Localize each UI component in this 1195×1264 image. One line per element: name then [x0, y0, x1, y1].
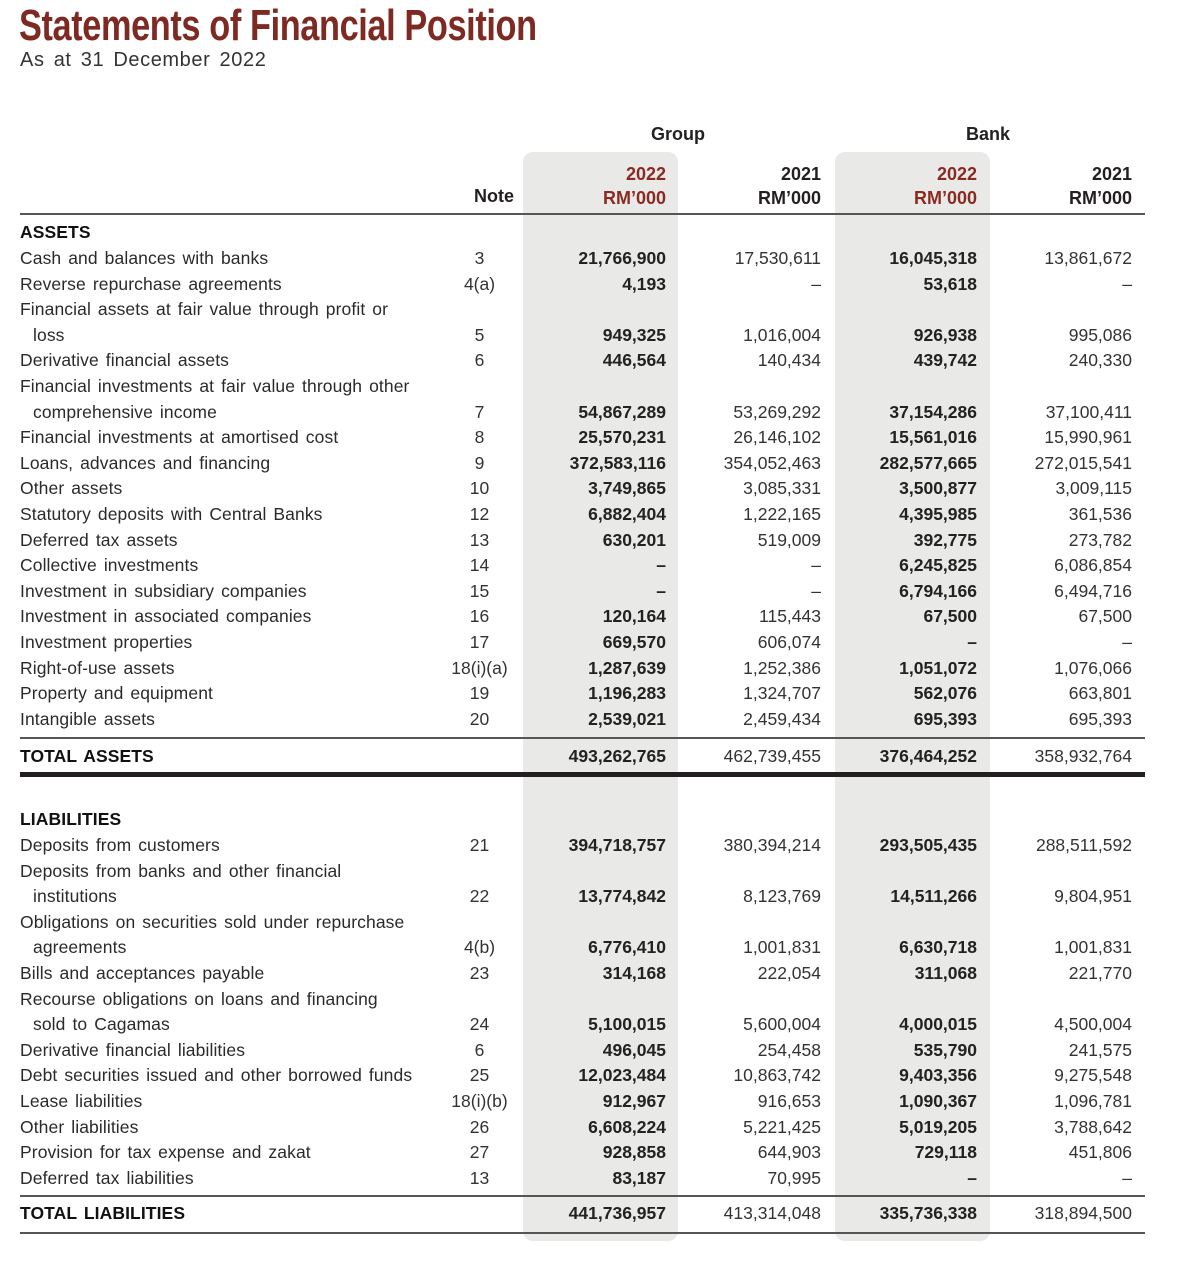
- table-row: [0, 1065, 1195, 1091]
- value-b21: 361,536: [1068, 504, 1132, 524]
- value-b22: 15,561,016: [889, 427, 977, 448]
- table-row: [0, 632, 1195, 658]
- value-b21: 3,788,642: [1054, 1116, 1132, 1137]
- line-item-label: Collective investments: [20, 555, 199, 576]
- value-b22: 535,790: [913, 1039, 977, 1060]
- table-row: [0, 937, 1195, 963]
- table-row: [0, 606, 1195, 632]
- table-row: [0, 1117, 1195, 1143]
- value-g21: 413,314,048: [723, 1203, 821, 1223]
- value-g22: 3,749,865: [588, 478, 666, 499]
- value-b22: 6,794,166: [899, 580, 977, 601]
- value-g21: 1,324,707: [743, 683, 821, 704]
- value-g21: 8,123,769: [743, 886, 821, 907]
- note-ref: 23: [469, 963, 490, 983]
- value-b22: 562,076: [913, 683, 977, 704]
- note-ref: 7: [474, 401, 485, 422]
- line-item-label: Investment in subsidiary companies: [20, 580, 307, 601]
- value-g21: 5,221,425: [743, 1116, 821, 1137]
- value-g22: –: [656, 555, 666, 576]
- table-row: [0, 963, 1195, 989]
- value-b21: 288,511,592: [1035, 835, 1132, 855]
- table-row: [0, 402, 1195, 428]
- line-item-label: Deferred tax liabilities: [20, 1167, 194, 1188]
- value-g21: –: [811, 555, 821, 576]
- line-item-label: Investment properties: [20, 632, 193, 652]
- note-ref: 21: [469, 835, 490, 855]
- value-b22: 335,736,338: [879, 1203, 977, 1223]
- value-g22: 372,583,116: [569, 452, 666, 473]
- note-ref: 13: [469, 529, 490, 550]
- total-label: TOTAL ASSETS: [20, 746, 154, 766]
- value-b22: 6,630,718: [899, 937, 977, 958]
- value-b22: 16,045,318: [889, 248, 977, 268]
- liabilities-heading: [0, 809, 1195, 835]
- line-item-label: Provision for tax expense and zakat: [20, 1142, 311, 1163]
- table-row: [0, 530, 1195, 556]
- value-b21: 995,086: [1068, 324, 1132, 345]
- value-g21: 115,443: [759, 606, 821, 627]
- table-row: [0, 504, 1195, 530]
- note-ref: 12: [469, 504, 490, 524]
- note-ref: 20: [469, 708, 490, 729]
- value-g21: 222,054: [757, 963, 821, 983]
- note-column-header: Note: [474, 186, 514, 206]
- value-g22: 12,023,484: [578, 1065, 666, 1086]
- value-b21: 695,393: [1068, 708, 1132, 729]
- table-row: [0, 1040, 1195, 1066]
- value-b21: 9,804,951: [1054, 886, 1132, 907]
- line-item-label: Recourse obligations on loans and financing: [20, 988, 378, 1009]
- value-b22: 5,019,205: [899, 1116, 977, 1137]
- note-ref: 4(b): [463, 937, 496, 958]
- assets-heading: [0, 222, 1195, 248]
- note-ref: 24: [469, 1014, 490, 1035]
- line-item-label: Reverse repurchase agreements: [20, 273, 282, 294]
- value-b21: 1,076,066: [1054, 657, 1132, 678]
- note-ref: 14: [469, 555, 490, 576]
- value-b22: 4,000,015: [899, 1014, 977, 1035]
- value-g21: 70,995: [767, 1167, 821, 1188]
- value-b21: 1,096,781: [1054, 1091, 1132, 1111]
- value-g22: 314,168: [602, 963, 666, 983]
- value-g22: 83,187: [612, 1167, 666, 1188]
- value-g22: 1,287,639: [588, 657, 666, 678]
- table-row: [0, 886, 1195, 912]
- value-b22: 926,938: [913, 324, 977, 345]
- value-g22: 928,858: [602, 1142, 666, 1163]
- total-label: TOTAL LIABILITIES: [20, 1203, 186, 1223]
- table-row-label-line: [0, 376, 1195, 402]
- note-ref: 17: [469, 632, 490, 652]
- value-g22: –: [656, 580, 666, 601]
- value-b22: 282,577,665: [879, 452, 977, 473]
- value-b22: 53,618: [923, 273, 977, 294]
- note-ref: 25: [469, 1065, 490, 1086]
- column-year: 2022: [625, 164, 666, 184]
- line-item-label: Investment in associated companies: [20, 606, 312, 627]
- value-b21: 358,932,764: [1034, 746, 1132, 766]
- value-g22: 630,201: [602, 529, 666, 550]
- line-item-label: Financial assets at fair value through profit or: [20, 299, 389, 320]
- page-subtitle: As at 31 December 2022: [20, 49, 267, 71]
- table-row: [0, 453, 1195, 479]
- value-g21: 644,903: [757, 1142, 821, 1163]
- value-b21: 221,770: [1068, 963, 1132, 983]
- column-year: 2022: [936, 164, 977, 184]
- value-b22: 311,068: [914, 963, 977, 983]
- value-b21: 37,100,411: [1045, 401, 1132, 422]
- column-header-bank-2022: [827, 162, 977, 210]
- line-item-label: Other liabilities: [20, 1116, 139, 1137]
- column-unit: RM’000: [1068, 188, 1132, 208]
- value-g22: 21,766,900: [578, 248, 666, 268]
- note-ref: 13: [469, 1167, 490, 1188]
- value-b22: –: [967, 632, 977, 652]
- value-g21: 380,394,214: [723, 835, 821, 855]
- note-ref: 8: [474, 427, 485, 448]
- value-g22: 441,736,957: [568, 1203, 666, 1223]
- value-g21: 2,459,434: [743, 708, 821, 729]
- value-b22: 1,051,072: [899, 657, 977, 678]
- value-b22: –: [967, 1167, 977, 1188]
- table-row: [0, 683, 1195, 709]
- table-row: [0, 555, 1195, 581]
- column-header-bank-2021: [982, 162, 1132, 210]
- note-ref: 5: [474, 324, 485, 345]
- note-ref: 6: [474, 1039, 485, 1060]
- value-g22: 6,608,224: [588, 1116, 666, 1137]
- line-item-label: Cash and balances with banks: [20, 248, 269, 268]
- value-g21: 916,653: [757, 1091, 821, 1111]
- line-item-label: Financial investments at amortised cost: [20, 427, 339, 448]
- value-b22: 14,511,266: [890, 886, 977, 907]
- line-item-label: Obligations on securities sold under repurchase: [20, 911, 405, 932]
- value-g21: 519,009: [757, 529, 821, 550]
- value-b21: 318,894,500: [1034, 1203, 1132, 1223]
- column-year: 2021: [1091, 164, 1132, 184]
- value-b22: 695,393: [913, 708, 977, 729]
- column-year: 2021: [780, 164, 821, 184]
- value-g22: 25,570,231: [578, 427, 666, 448]
- page-title: Statements of Financial Position: [19, 1, 537, 50]
- line-item-label: Deferred tax assets: [20, 529, 178, 550]
- table-row: [0, 581, 1195, 607]
- line-item-label: Deposits from customers: [20, 835, 220, 855]
- group-header: Group: [651, 124, 705, 144]
- line-item-label: Loans, advances and financing: [20, 452, 271, 473]
- line-item-label: Statutory deposits with Central Banks: [20, 504, 323, 524]
- note-ref: 6: [474, 350, 485, 371]
- value-g21: 254,458: [757, 1039, 821, 1060]
- value-b21: 272,015,541: [1034, 452, 1132, 473]
- value-b21: –: [1122, 632, 1132, 652]
- value-b21: 4,500,004: [1054, 1014, 1132, 1035]
- value-g22: 2,539,021: [588, 708, 666, 729]
- note-ref: 18(i)(b): [451, 1091, 508, 1111]
- value-g21: 1,222,165: [743, 504, 821, 524]
- value-b21: 273,782: [1068, 529, 1132, 550]
- line-item-label: Lease liabilities: [20, 1091, 143, 1111]
- line-item-label: Derivative financial liabilities: [20, 1039, 246, 1060]
- line-item-label: Financial investments at fair value through other: [20, 376, 410, 396]
- column-unit: RM’000: [757, 188, 821, 208]
- line-item-label: Deposits from banks and other financial: [20, 860, 342, 881]
- line-item-label: Debt securities issued and other borrowed funds: [20, 1065, 413, 1086]
- line-item-label: sold to Cagamas: [33, 1014, 170, 1035]
- line-item-label: Bills and acceptances payable: [20, 963, 265, 983]
- note-ref: 3: [474, 248, 485, 268]
- value-b21: –: [1122, 273, 1132, 294]
- value-b22: 1,090,367: [899, 1091, 977, 1111]
- value-g22: 446,564: [602, 350, 666, 371]
- table-row: [0, 1142, 1195, 1168]
- value-b21: 13,861,672: [1044, 248, 1132, 268]
- table-row: [0, 325, 1195, 351]
- value-b21: 451,806: [1068, 1142, 1132, 1163]
- note-ref: 10: [469, 478, 490, 499]
- header-divider: [20, 213, 1145, 215]
- value-g21: 1,016,004: [743, 324, 821, 345]
- value-g22: 394,718,757: [568, 835, 666, 855]
- value-b22: 376,464,252: [879, 746, 977, 766]
- value-g22: 6,882,404: [588, 504, 666, 524]
- value-b21: –: [1122, 1167, 1132, 1188]
- table-row: [0, 478, 1195, 504]
- table-row-label-line: [0, 299, 1195, 325]
- value-b21: 240,330: [1068, 350, 1132, 371]
- value-b22: 67,500: [923, 606, 977, 627]
- note-ref: 9: [474, 452, 485, 473]
- total-row: [0, 1203, 1195, 1229]
- line-item-label: Other assets: [20, 478, 123, 499]
- table-row-label-line: [0, 861, 1195, 887]
- note-ref: 4(a): [463, 273, 496, 294]
- value-b22: 9,403,356: [899, 1065, 977, 1086]
- value-b22: 439,742: [913, 350, 977, 371]
- value-b21: 1,001,831: [1054, 937, 1132, 958]
- value-g21: 606,074: [757, 632, 821, 652]
- table-row: [0, 1091, 1195, 1117]
- value-g22: 54,867,289: [578, 401, 666, 422]
- value-g22: 912,967: [602, 1091, 666, 1111]
- line-item-label: Derivative financial assets: [20, 350, 230, 371]
- table-row: [0, 1168, 1195, 1194]
- line-item-label: Intangible assets: [20, 708, 156, 729]
- value-b22: 392,775: [913, 529, 977, 550]
- table-row: [0, 248, 1195, 274]
- line-item-label: Property and equipment: [20, 683, 213, 704]
- line-item-label: agreements: [33, 937, 127, 958]
- table-row: [0, 274, 1195, 300]
- value-b22: 4,395,985: [899, 504, 977, 524]
- total-row: [0, 746, 1195, 772]
- value-b21: 663,801: [1068, 683, 1132, 704]
- value-b21: 67,500: [1078, 606, 1132, 627]
- table-row: [0, 658, 1195, 684]
- bank-header: Bank: [966, 124, 1011, 144]
- value-g22: 13,774,842: [578, 886, 666, 907]
- note-ref: 27: [469, 1142, 490, 1163]
- value-g21: 462,739,455: [723, 746, 821, 766]
- value-g21: 1,252,386: [743, 657, 821, 678]
- value-g21: 3,085,331: [743, 478, 821, 499]
- value-b21: 3,009,115: [1055, 478, 1132, 499]
- value-b21: 6,494,716: [1054, 580, 1132, 601]
- liabilities-subtotal-divider: [20, 1195, 1145, 1197]
- value-g22: 949,325: [602, 324, 666, 345]
- value-g21: –: [811, 580, 821, 601]
- table-row-label-line: [0, 912, 1195, 938]
- value-g21: 354,052,463: [723, 452, 821, 473]
- line-item-label: loss: [33, 324, 65, 345]
- table-row: [0, 1014, 1195, 1040]
- line-item-label: comprehensive income: [33, 401, 217, 422]
- note-ref: 16: [469, 606, 490, 627]
- assets-total-divider: [20, 772, 1145, 777]
- value-g21: 5,600,004: [743, 1014, 821, 1035]
- line-item-label: institutions: [33, 886, 117, 907]
- value-g22: 1,196,283: [588, 683, 666, 704]
- note-ref: 15: [469, 580, 490, 601]
- liabilities-total-divider: [20, 1232, 1145, 1234]
- value-g22: 669,570: [602, 632, 666, 652]
- note-ref: 26: [469, 1116, 490, 1137]
- assets-subtotal-divider: [20, 737, 1145, 739]
- value-b22: 729,118: [914, 1142, 977, 1163]
- value-b22: 6,245,825: [899, 555, 977, 576]
- column-unit: RM’000: [913, 188, 977, 208]
- value-b22: 3,500,877: [899, 478, 977, 499]
- column-unit: RM’000: [602, 188, 666, 208]
- value-g21: 140,434: [757, 350, 821, 371]
- value-g22: 120,164: [602, 606, 666, 627]
- section-heading: ASSETS: [20, 222, 91, 242]
- value-b22: 37,154,286: [889, 401, 977, 422]
- note-ref: 22: [469, 886, 490, 907]
- value-g22: 4,193: [622, 273, 666, 294]
- column-header-group-2021: [671, 162, 821, 210]
- value-g21: –: [811, 273, 821, 294]
- value-g21: 1,001,831: [743, 937, 821, 958]
- section-heading: LIABILITIES: [20, 809, 122, 829]
- line-item-label: Right-of-use assets: [20, 657, 175, 678]
- value-b21: 241,575: [1068, 1039, 1132, 1060]
- value-g22: 5,100,015: [588, 1014, 666, 1035]
- table-row: [0, 709, 1195, 735]
- value-g22: 6,776,410: [588, 937, 666, 958]
- note-ref: 18(i)(a): [451, 657, 508, 678]
- value-b21: 15,990,961: [1044, 427, 1132, 448]
- column-header-group-2022: [516, 162, 666, 210]
- value-b22: 293,505,435: [879, 835, 977, 855]
- table-row-label-line: [0, 989, 1195, 1015]
- value-g22: 493,262,765: [568, 746, 666, 766]
- value-g21: 53,269,292: [733, 401, 821, 422]
- table-row: [0, 835, 1195, 861]
- value-g22: 496,045: [602, 1039, 666, 1060]
- value-b21: 6,086,854: [1054, 555, 1132, 576]
- value-b21: 9,275,548: [1054, 1065, 1132, 1086]
- value-g21: 10,863,742: [733, 1065, 821, 1086]
- value-g21: 17,530,611: [734, 248, 821, 268]
- note-ref: 19: [469, 683, 490, 704]
- value-g21: 26,146,102: [733, 427, 821, 448]
- table-row: [0, 350, 1195, 376]
- table-row: [0, 427, 1195, 453]
